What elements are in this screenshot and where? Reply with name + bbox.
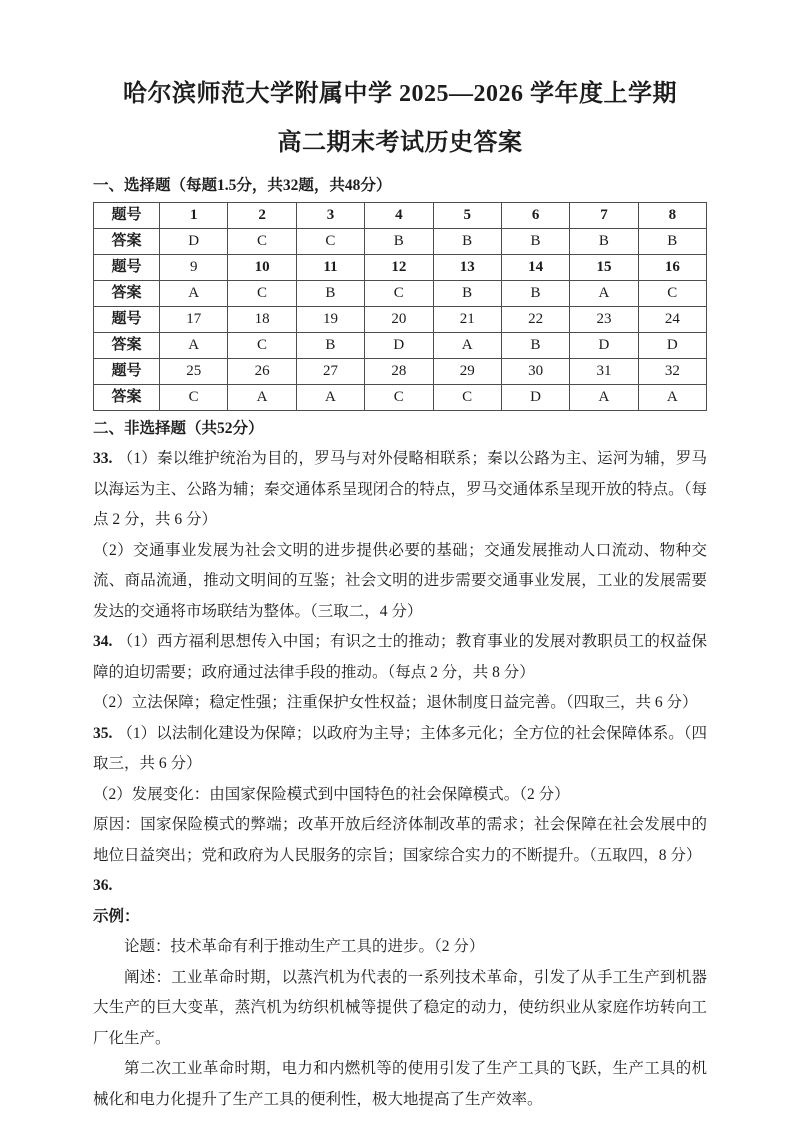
answer-cell: B bbox=[433, 281, 501, 307]
answer-cell: A bbox=[433, 333, 501, 359]
question-number-cell: 16 bbox=[638, 255, 706, 281]
choice-section-heading: 一、选择题（每题1.5分，共32题，共48分） bbox=[93, 177, 392, 194]
answer-cell: B bbox=[296, 281, 364, 307]
question-number-cell: 32 bbox=[638, 359, 706, 385]
question-number-cell: 8 bbox=[638, 203, 706, 229]
answer-cell: C bbox=[228, 333, 296, 359]
answer-cell: A bbox=[638, 385, 706, 411]
answer-cell: C bbox=[228, 229, 296, 255]
answer-cell: B bbox=[365, 229, 433, 255]
answer-text: 第二次工业革命时期，电力和内燃机等的使用引发了生产工具的飞跃，生产工具的机械化和电力化提升了生产工具的便利性，极大地提高了生产效率。 bbox=[93, 1060, 707, 1108]
question-number-34: 34. bbox=[93, 633, 113, 650]
answer-33-2 bbox=[93, 536, 707, 628]
row-header-cell: 题号 bbox=[94, 255, 160, 281]
table-row bbox=[94, 385, 707, 411]
question-number-cell: 20 bbox=[365, 307, 433, 333]
question-number-cell: 13 bbox=[433, 255, 501, 281]
answer-cell: B bbox=[638, 229, 706, 255]
answer-text: （2）交通事业发展为社会文明的进步提供必要的基础；交通发展推动人口流动、物种交流、商品流通，推动文明间的互鉴；社会文明的进步需要交通事业发展，工业的发展需要发达的交通将市场联结为整体。（三取二，4 分） bbox=[93, 541, 707, 620]
answer-cell: A bbox=[570, 281, 638, 307]
question-number-cell: 30 bbox=[501, 359, 569, 385]
answer-cell: C bbox=[365, 385, 433, 411]
table-row bbox=[94, 307, 707, 333]
table-row bbox=[94, 281, 707, 307]
question-number-cell: 22 bbox=[501, 307, 569, 333]
answer-cell: C bbox=[228, 281, 296, 307]
answer-35-reason bbox=[93, 810, 707, 871]
answer-cell: C bbox=[365, 281, 433, 307]
question-number-cell: 10 bbox=[228, 255, 296, 281]
title-line-1: 哈尔滨师范大学附属中学 2025—2026 学年度上学期 bbox=[123, 81, 677, 107]
answer-35-2 bbox=[93, 780, 707, 811]
question-number-cell: 23 bbox=[570, 307, 638, 333]
example-label-text: 示例： bbox=[93, 907, 140, 925]
question-number-text: 36. bbox=[93, 877, 113, 894]
answer-cell: A bbox=[296, 385, 364, 411]
answer-36-elaboration-2 bbox=[93, 1054, 707, 1115]
question-number-cell: 19 bbox=[296, 307, 364, 333]
answer-text: （2）立法保障；稳定性强；注重保护女性权益；退休制度日益完善。（四取三，共 6 分） bbox=[93, 694, 698, 711]
answer-cell: D bbox=[638, 333, 706, 359]
row-header-cell: 题号 bbox=[94, 359, 160, 385]
answer-cell: C bbox=[296, 229, 364, 255]
question-number-cell: 18 bbox=[228, 307, 296, 333]
row-header-cell: 答案 bbox=[94, 385, 160, 411]
answer-34-1 bbox=[93, 627, 707, 688]
question-number-cell: 31 bbox=[570, 359, 638, 385]
answer-cell: C bbox=[433, 385, 501, 411]
answer-34-2 bbox=[93, 688, 707, 719]
answer-cell: C bbox=[160, 385, 228, 411]
answer-cell: D bbox=[160, 229, 228, 255]
answer-text: 论题：技术革命有利于推动生产工具的进步。（2 分） bbox=[124, 938, 485, 955]
answer-text: （2）发展变化：由国家保险模式到中国特色的社会保障模式。（2 分） bbox=[93, 785, 570, 803]
question-number-cell: 14 bbox=[501, 255, 569, 281]
question-number-cell: 2 bbox=[228, 203, 296, 229]
document-title bbox=[93, 70, 707, 168]
answer-36-elaboration-1 bbox=[93, 963, 707, 1055]
answer-cell: B bbox=[501, 229, 569, 255]
question-number-cell: 17 bbox=[160, 307, 228, 333]
answer-cell: A bbox=[160, 281, 228, 307]
question-number-35: 35. bbox=[93, 724, 113, 742]
answer-cell: D bbox=[570, 333, 638, 359]
answer-cell: C bbox=[638, 281, 706, 307]
answer-33-1 bbox=[93, 444, 707, 536]
question-number-cell: 29 bbox=[433, 359, 501, 385]
answer-cell: A bbox=[228, 385, 296, 411]
question-number-cell: 26 bbox=[228, 359, 296, 385]
answer-text: （1）西方福利思想传入中国；有识之士的推动；教育事业的发展对教职员工的权益保障的迫切需要；政府通过法律手段的推动。（每点 2 分，共 8 分） bbox=[93, 633, 707, 681]
question-number-cell: 15 bbox=[570, 255, 638, 281]
table-row bbox=[94, 333, 707, 359]
question-number-cell: 21 bbox=[433, 307, 501, 333]
answer-cell: B bbox=[501, 281, 569, 307]
question-number-cell: 9 bbox=[160, 255, 228, 281]
question-number-cell: 1 bbox=[160, 203, 228, 229]
table-row bbox=[94, 359, 707, 385]
row-header-cell: 答案 bbox=[94, 333, 160, 359]
row-header-cell: 答案 bbox=[94, 281, 160, 307]
question-number-33: 33. bbox=[93, 450, 113, 467]
answer-35-1 bbox=[93, 719, 707, 780]
answer-cell: A bbox=[160, 333, 228, 359]
answer-cell: B bbox=[433, 229, 501, 255]
question-number-cell: 11 bbox=[296, 255, 364, 281]
question-number-cell: 7 bbox=[570, 203, 638, 229]
table-row bbox=[94, 203, 707, 229]
answer-cell: B bbox=[501, 333, 569, 359]
answer-text: 阐述：工业革命时期，以蒸汽机为代表的一系列技术革命，引发了从手工生产到机器大生产的巨大变革，蒸汽机为纺织机械等提供了稳定的动力，使纺织业从家庭作坊转向工厂化生产。 bbox=[93, 968, 707, 1047]
answer-text: 原因：国家保险模式的弊端；改革开放后经济体制改革的需求；社会保障在社会发展中的地位日益突出；党和政府为人民服务的宗旨；国家综合实力的不断提升。（五取四，8 分） bbox=[93, 816, 707, 864]
essay-section-heading: 二、非选择题（共52分） bbox=[93, 420, 264, 437]
answer-cell: A bbox=[570, 385, 638, 411]
question-number-cell: 25 bbox=[160, 359, 228, 385]
table-row bbox=[94, 255, 707, 281]
question-number-cell: 12 bbox=[365, 255, 433, 281]
row-header-cell: 题号 bbox=[94, 307, 160, 333]
answer-36-topic bbox=[93, 932, 707, 963]
answer-cell: D bbox=[365, 333, 433, 359]
question-number-cell: 28 bbox=[365, 359, 433, 385]
table-row bbox=[94, 229, 707, 255]
question-number-cell: 5 bbox=[433, 203, 501, 229]
answer-table bbox=[93, 202, 707, 411]
row-header-cell: 答案 bbox=[94, 229, 160, 255]
example-label bbox=[93, 902, 707, 933]
question-number-cell: 27 bbox=[296, 359, 364, 385]
row-header-cell: 题号 bbox=[94, 203, 160, 229]
title-line-2: 高二期末考试历史答案 bbox=[277, 130, 523, 156]
answer-cell: B bbox=[570, 229, 638, 255]
answer-text: （1）以法制化建设为保障；以政府为主导；主体多元化；全方位的社会保障体系。（四取三，共 6 分） bbox=[93, 724, 707, 772]
answer-cell: D bbox=[501, 385, 569, 411]
question-number-cell: 4 bbox=[365, 203, 433, 229]
question-number-36 bbox=[93, 871, 707, 902]
question-number-cell: 3 bbox=[296, 203, 364, 229]
question-number-cell: 6 bbox=[501, 203, 569, 229]
answer-cell: B bbox=[296, 333, 364, 359]
question-number-cell: 24 bbox=[638, 307, 706, 333]
answer-text: （1）秦以维护统治为目的，罗马与对外侵略相联系；秦以公路为主、运河为辅，罗马以海运为主、公路为辅；秦交通体系呈现闭合的特点，罗马交通体系呈现开放的特点。（每点 2 分，共 6 分） bbox=[93, 450, 707, 528]
